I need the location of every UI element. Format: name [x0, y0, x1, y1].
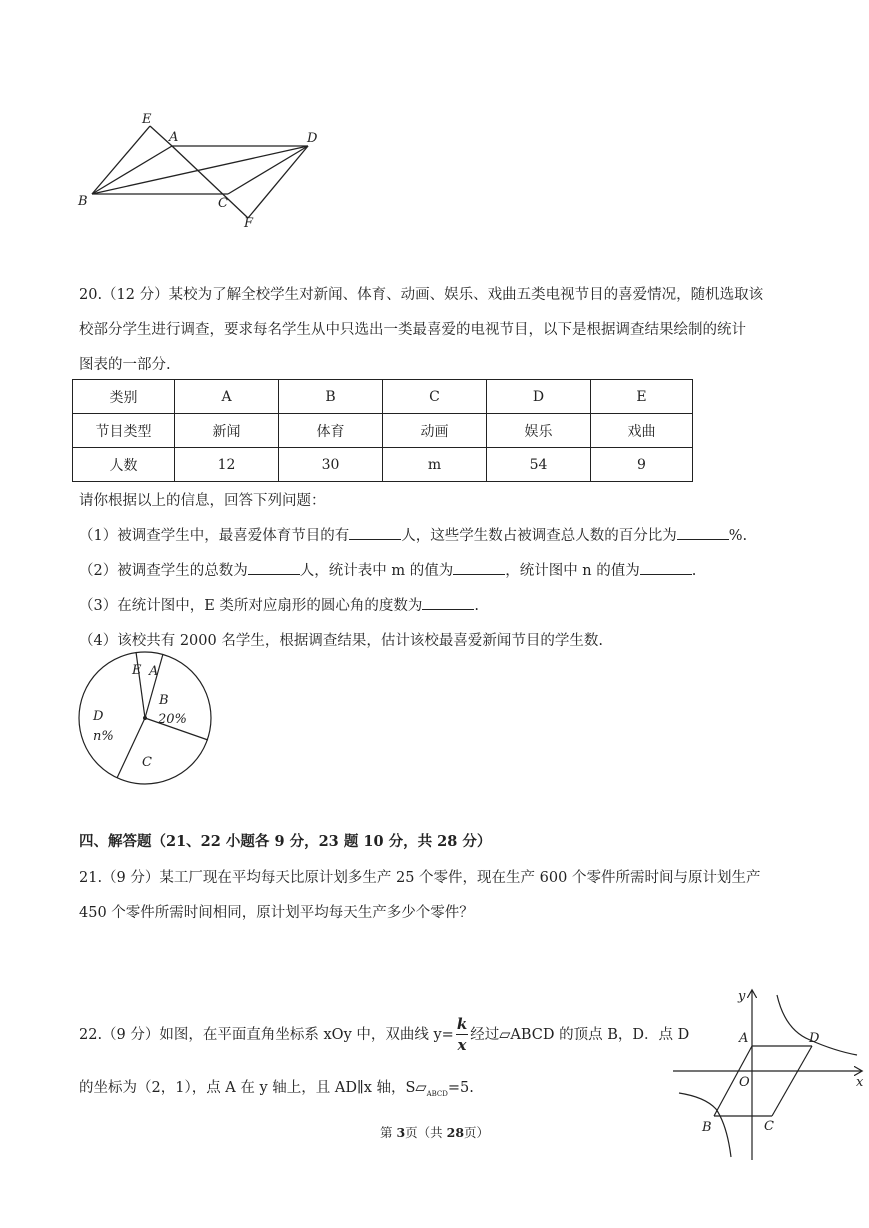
q20-part-1-text-c: %. — [728, 528, 748, 544]
pie-label-b-pct: 20% — [158, 712, 187, 727]
label-c: C — [218, 196, 228, 211]
pie-chart — [72, 648, 217, 788]
q20-part-3-text-b: . — [474, 598, 480, 614]
q20-part-3 — [79, 594, 479, 615]
table-cell: 人数 — [73, 448, 175, 482]
q22-text-b: 经过▱ABCD 的顶点 B，D．点 D — [470, 1027, 690, 1043]
table-cell: 12 — [175, 448, 279, 482]
pie-label-e: E — [132, 663, 142, 678]
q20-line-1: 20.（12 分）某校为了解全校学生对新闻、体育、动画、娱乐、戏曲五类电视节目的喜爱情况，随机选取该 — [79, 287, 764, 303]
table-cell: 体育 — [279, 414, 383, 448]
q20-prompt: 请你根据以上的信息，回答下列问题： — [79, 493, 326, 509]
q20-part-2-text-a: （2）被调查学生的总数为 — [79, 563, 248, 579]
q21-line-1: 21.（9 分）某工厂现在平均每天比原计划多生产 25 个零件，现在生产 600 个零件所需时间与原计划生产 — [79, 870, 761, 886]
q20-part-2 — [79, 559, 696, 580]
table-cell: 30 — [279, 448, 383, 482]
table-cell: 娱乐 — [487, 414, 591, 448]
answer-blank[interactable] — [422, 594, 474, 610]
page-footer — [0, 1123, 869, 1141]
survey-table — [72, 379, 693, 482]
fraction-k-over-x — [456, 1017, 468, 1053]
table-cell: 节目类型 — [73, 414, 175, 448]
q20-part-2-text-c: ，统计图中 n 的值为 — [505, 563, 640, 579]
table-cell: 9 — [591, 448, 693, 482]
answer-blank[interactable] — [349, 524, 401, 540]
pie-label-b: B — [159, 693, 169, 708]
footer-page-number: 3 — [396, 1125, 406, 1140]
q20-part-3-text-a: （3）在统计图中，E 类所对应扇形的圆心角的度数为 — [79, 598, 423, 614]
table-row — [73, 448, 693, 482]
fraction-denominator: x — [457, 1036, 467, 1054]
table-row — [73, 414, 693, 448]
origin-label: O — [739, 1075, 750, 1090]
footer-mid: 页（共 — [405, 1125, 447, 1140]
footer-pre: 第 — [379, 1125, 397, 1140]
pie-center — [143, 716, 147, 720]
table-cell: 54 — [487, 448, 591, 482]
q22-line-1 — [79, 1017, 689, 1053]
q22-line-2 — [79, 1076, 474, 1098]
table-cell: C — [383, 380, 487, 414]
axis-label-y: y — [738, 989, 746, 1004]
table-cell: 新闻 — [175, 414, 279, 448]
pie-label-d-pct: n% — [93, 729, 114, 744]
table-cell: m — [383, 448, 487, 482]
answer-blank[interactable] — [453, 559, 505, 575]
table-cell: 动画 — [383, 414, 487, 448]
table-row — [73, 380, 693, 414]
q20-part-1 — [79, 524, 747, 545]
label-f: F — [244, 216, 254, 231]
pie-label-a: A — [149, 664, 159, 679]
point-label-c: C — [764, 1119, 774, 1134]
table-cell: 类别 — [73, 380, 175, 414]
q20-part-4: （4）该校共有 2000 名学生，根据调查结果，估计该校最喜爱新闻节目的学生数. — [79, 633, 603, 649]
footer-post: 页） — [464, 1125, 490, 1140]
footer-total-pages: 28 — [446, 1125, 465, 1140]
section-heading: 四、解答题（21、22 小题各 9 分，23 题 10 分，共 28 分） — [79, 833, 492, 850]
pie-label-d: D — [93, 709, 104, 724]
pie-label-c: C — [142, 755, 152, 770]
answer-blank[interactable] — [640, 559, 692, 575]
table-cell: A — [175, 380, 279, 414]
q22-text-d: =5. — [447, 1080, 474, 1096]
label-a: A — [169, 130, 179, 145]
q20-part-2-text-b: 人，统计表中 m 的值为 — [299, 563, 454, 579]
table-cell: B — [279, 380, 383, 414]
label-b: B — [78, 194, 88, 209]
point-label-d: D — [809, 1031, 820, 1046]
label-e: E — [142, 112, 152, 127]
table-cell: E — [591, 380, 693, 414]
parallelogram-figure — [70, 108, 330, 238]
point-label-a: A — [739, 1031, 749, 1046]
q22-text-c: 的坐标为（2，1），点 A 在 y 轴上，且 AD∥x 轴，S▱ — [79, 1080, 427, 1096]
area-subscript: ABCD — [426, 1089, 448, 1098]
answer-blank[interactable] — [677, 524, 729, 540]
fraction-numerator: k — [456, 1015, 468, 1033]
q20-part-2-text-d: . — [691, 563, 697, 579]
answer-blank[interactable] — [248, 559, 300, 575]
q21-line-2: 450 个零件所需时间相同，原计划平均每天生产多少个零件？ — [79, 905, 474, 921]
table-cell: D — [487, 380, 591, 414]
q20-part-1-text-a: （1）被调查学生中，最喜爱体育节目的有 — [79, 528, 350, 544]
q22-text-a: 22.（9 分）如图，在平面直角坐标系 xOy 中，双曲线 y= — [79, 1027, 454, 1043]
q20-line-3: 图表的一部分. — [79, 357, 171, 373]
point-label-b: B — [702, 1120, 712, 1135]
axis-label-x: x — [856, 1075, 864, 1090]
q20-line-2: 校部分学生进行调查，要求每名学生从中只选出一类最喜爱的电视节目，以下是根据调查结果绘制的统计 — [79, 322, 746, 338]
label-d: D — [307, 131, 318, 146]
q20-part-1-text-b: 人，这些学生数占被调查总人数的百分比为 — [401, 528, 677, 544]
table-cell: 戏曲 — [591, 414, 693, 448]
